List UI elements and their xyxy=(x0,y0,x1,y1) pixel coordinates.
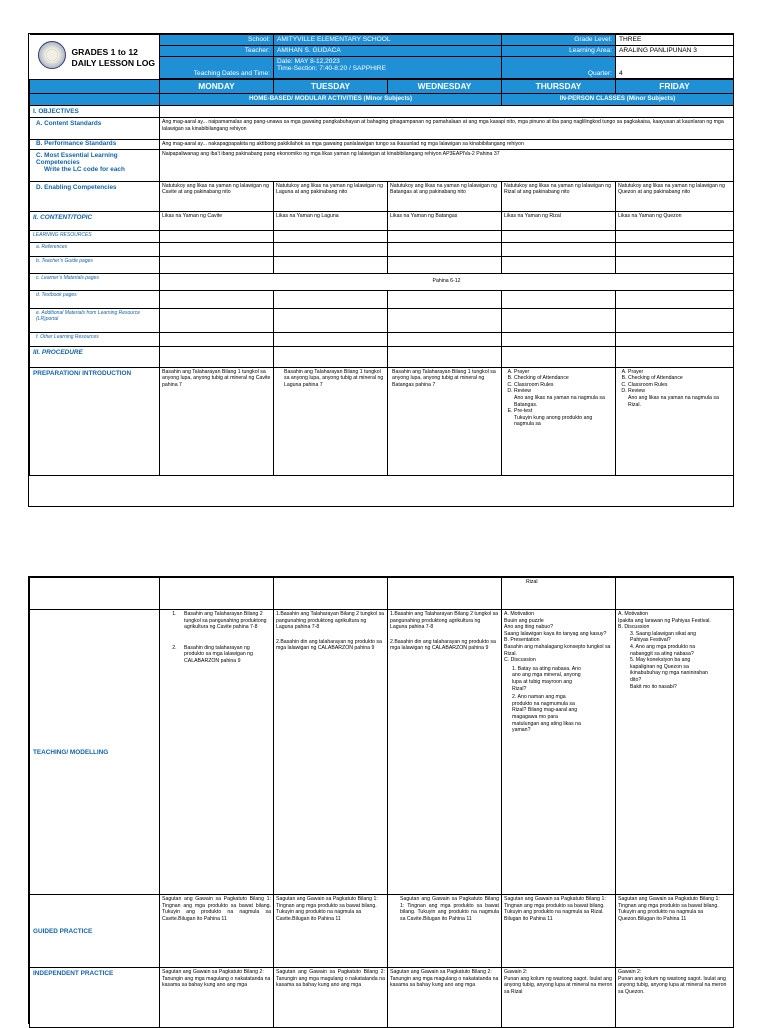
lr-references: a. References xyxy=(30,242,160,256)
melc-text: Naipapaliwanag ang iba’t ibang pakinabang pang ekonomiko ng mga likas yaman ng lalawigan at kinabibilangang rehiyon AP3EAPIVa-2 Pahina 37 xyxy=(160,149,734,181)
lr-textbook: d. Textbook pages xyxy=(30,290,160,308)
day-header-blank xyxy=(30,80,160,94)
list-item: 2. Basahin ding talaharayan ng produkto sa mga lalawigan ng CALABARZON pahina 9 xyxy=(178,645,271,665)
lesson-log-page-1 xyxy=(28,33,734,507)
guided-wednesday: Sagutan ang Gawain sa Pagkatuto Bilang 1: Tingnan ang mga produkto sa bawat bilang. Tukuyin ang produkto na nagmula sa Cavite.Bilugan ito Pahina 11 xyxy=(388,895,502,968)
independent-practice-label: INDEPENDENT PRACTICE xyxy=(30,968,160,1028)
guided-thursday: Sagutan ang Gawain sa Pagkatuto Bilang 1: Tingnan ang mga produkto sa bawat bilang. Tukuyin ang produkto na nagmula sa Rizal. Bilugan ito Pahina 11 xyxy=(502,895,616,968)
lr-learners-materials: c. Learner’s Materials pages xyxy=(30,273,160,290)
topic-monday: Likas na Yaman ng Cavite xyxy=(160,211,274,230)
list-item: C. Classroom Rules xyxy=(514,382,613,389)
list-item: D. Review Ano ang likas na yaman na nagmula sa Rizal. xyxy=(628,388,731,408)
quarter-value: 4 xyxy=(616,57,734,79)
prep-thursday-continued: Rizal xyxy=(502,578,616,610)
grade-label: Grade Level: xyxy=(502,35,616,46)
enabling-friday: Natutukoy ang likas na yaman ng lalawigan ng Quezon at ang pakinabang nito xyxy=(616,181,734,211)
day-tuesday: TUESDAY xyxy=(274,80,388,94)
teach-tuesday-item-2: 2.Basahin din ang talaharayan ng produkto sa mga lalawigan ng CALABARZON pahina 9 xyxy=(276,638,382,652)
teach-tuesday xyxy=(274,610,388,895)
performance-standards-text: Ang mag-aaral ay... nakapagpapakita ng aktibong pakikilahok sa mga gawaing panlalawigan tungo sa ikauunlad ng mga lalawigan sa kinabibilangang rehiyon xyxy=(160,140,734,150)
teach-monday xyxy=(160,610,274,895)
teach-friday-q4: 4. Ano ang mga produkto na nabanggit sa ating nabasa? xyxy=(630,643,696,657)
teacher-value: AMIHAN S. GUDACA xyxy=(274,46,502,57)
list-item: A. Prayer xyxy=(628,369,731,376)
teach-friday-q5: 5. May koneksiyon ba ang kapaligiran ng Quezon sa ikinabubuhay ng mga naninirahan dito? Bakit mo ito nasabi? xyxy=(630,657,708,690)
topic-thursday: Likas na Yaman ng Rizal xyxy=(502,211,616,230)
dates-label: Teaching Dates and Time: xyxy=(160,57,274,79)
lm-pages-value: Pahina 6-12 xyxy=(160,273,734,290)
teach-thursday xyxy=(502,610,616,895)
prep-tuesday: Basahin ang Talaharayan Bilang 1 tungkol sa anyong lupa, anyong tubig at mineral ng Laguna pahina 7 xyxy=(274,367,388,475)
area-label: Learning Area: xyxy=(502,46,616,57)
teach-thursday-q2: 2. Ano naman ang mga produkto na nagmumula sa Rizal? Bilang mag-aaral ang magagawa mo para matulungan ang ating likas na yaman? xyxy=(512,694,581,734)
day-friday: FRIDAY xyxy=(616,80,734,94)
teach-thursday-motivation: A. Motivation Buuin ang puzzle Ano ang iting nabuo? Saang lalawigan kaya ito tanyag ang kasuy? xyxy=(504,611,607,637)
dates-value xyxy=(274,57,502,79)
mode-home-based: HOME-BASED/ MODULAR ACTIVITIES (Minor Subjects) xyxy=(160,94,502,106)
indep-wednesday: Sagutan ang Gawain sa Pagkatuto Bilang 2: Tanungin ang mga magulang o nakatatanda na kasama sa bahay kung ano ang mga xyxy=(388,968,502,1028)
prep-friday-list xyxy=(618,369,731,409)
day-thursday: THURSDAY xyxy=(502,80,616,94)
deped-seal-logo xyxy=(38,41,66,69)
list-item: B. Checking of Attendance xyxy=(514,375,613,382)
enabling-competencies-label: D. Enabling Competencies xyxy=(30,181,160,211)
guided-monday: Sagutan ang Gawain sa Pagkatuto Bilang 1: Tingnan ang mga produkto sa bawat bilang. Tukuyin ang produkto na nagmula sa Cavite.Bilugan ito Pahina 11 xyxy=(160,895,274,968)
guided-practice-label: GUIDED PRACTICE xyxy=(30,895,160,968)
lesson-log-table-2 xyxy=(29,577,734,1028)
learning-resources-label: LEARNING RESOURCES xyxy=(30,230,160,242)
teach-thursday-presentation: B. Presentation Basahin ang mahalagang konsepto tungkol sa Rizal. xyxy=(504,637,611,657)
content-standards-label: A. Content Standards xyxy=(30,118,160,140)
teach-thursday-discussion: C. Discussion xyxy=(504,657,536,664)
prep-friday xyxy=(616,367,734,475)
lr-teachers-guide: b. Teacher’s Guide pages xyxy=(30,256,160,273)
teach-friday xyxy=(616,610,734,895)
prep-monday: Basahin ang Talaharayan Bilang 1 tungkol sa anyong lupa, anyong tubig at mineral ng Cavite pahina 7 xyxy=(160,367,274,475)
list-item: B. Checking of Attendance xyxy=(628,375,731,382)
header-logo-cell xyxy=(30,35,160,80)
topic-friday: Likas na Yaman ng Quezon xyxy=(616,211,734,230)
teach-wednesday-item-1: 1.Basahin ang Talaharayan Bilang 2 tungkol sa pangunahing produktong agrikultura ng Laguna pahina 7-8 xyxy=(390,611,499,631)
melc-sublabel: Write the LC code for each xyxy=(44,165,125,173)
school-value: AMITYVILLE ELEMENTARY SCHOOL xyxy=(274,35,502,46)
time-text: Time-Section: 7:40-8:20 / SAPPHIRE xyxy=(277,65,386,72)
list-item: E. Pre-test Tukuyin kung anong produkto ang nagmula sa xyxy=(514,408,613,428)
preparation-label: PREPARATION/ INTRODUCTION xyxy=(30,367,160,475)
quarter-label: Quarter: xyxy=(502,57,616,79)
content-topic-label: II. CONTENT/TOPIC xyxy=(30,211,160,230)
day-wednesday: WEDNESDAY xyxy=(388,80,502,94)
topic-wednesday: Likas na Yaman ng Batangas xyxy=(388,211,502,230)
performance-standards-label: B. Performance Standards xyxy=(30,140,160,150)
list-item: 1. Basahin ang Talaharayan Bilang 2 tungkol sa pangunahing produktong agrikultura ng Cavite pahina 7-8 xyxy=(178,611,271,631)
teach-tuesday-item-1: 1.Basahin ang Talaharayan Bilang 2 tungkol sa pangunahing produktong agrikultura ng Laguna pahina 7-8 xyxy=(276,611,385,631)
list-item: A. Prayer xyxy=(514,369,613,376)
area-value: ARALING PANLIPUNAN 3 xyxy=(616,46,734,57)
guided-friday: Sagutan ang Gawain sa Pagkatuto Bilang 1: Tingnan ang mga produkto sa bawat bilang. Tukuyin ang produkto na nagmula sa Quezon.Bilugan ito Pahina 11 xyxy=(616,895,734,968)
teacher-label: Teacher: xyxy=(160,46,274,57)
lesson-log-page-2 xyxy=(28,576,734,1024)
teach-friday-motivation: A. Motivation Ipakita ang larawan ng Pahiyas Festival. xyxy=(618,611,711,624)
indep-thursday: Gawain 2: Punan ang kolum ng wastong sagot. Isulat ang anyong tubig, anyong lupa at mineral na meron sa Rizal xyxy=(502,968,616,1028)
day-monday: MONDAY xyxy=(160,80,274,94)
teach-friday-discussion: B. Discussion xyxy=(618,624,650,631)
indep-monday: Sagutan ang Gawain sa Pagkatuto Bilang 2: Tanungin ang mga magulang o nakatatanda na kasama sa bahay kung ano ang mga xyxy=(160,968,274,1028)
enabling-tuesday: Natutukoy ang likas na yaman ng lalawigan ng Laguna at ang pakinabang nito xyxy=(274,181,388,211)
school-label: School: xyxy=(160,35,274,46)
content-standards-text: Ang mag-aaral ay... naipamamalas ang pang-unawa sa mga gawaing pangkabuhayan at bahaging ginagampanan ng pamahalaan at ang mga kasapi nito, mga pinuno at iba pang naglilingkod tungo sa pagkakaisa, kaayusan at kaunlaran ng mga lalawigan sa kinabibilangang rehiyon xyxy=(160,118,734,140)
mode-in-person: IN-PERSON CLASSES (Minor Subjects) xyxy=(502,94,734,106)
prep-wednesday: Basahin ang Talaharayan Bilang 1 tungkol sa anyong lupa, anyong tubig at mineral ng Batangas pahina 7 xyxy=(388,367,502,475)
form-title-line2: DAILY LESSON LOG xyxy=(71,58,156,68)
list-item: C. Classroom Rules xyxy=(628,382,731,389)
list-item: D. Review Ano ang likas na yaman na nagmula sa Batangas. xyxy=(514,388,613,408)
teach-wednesday-item-2: 2.Basahin din ang talaharayan ng produkto sa mga lalawigan ng CALABARZON pahina 9 xyxy=(390,638,496,652)
enabling-thursday: Natutukoy ang likas na yaman ng lalawigan ng Rizal at ang pakinabang nito xyxy=(502,181,616,211)
indep-tuesday: Sagutan ang Gawain sa Pagkatuto Bilang 2: Tanungin ang mga magulang o nakatatanda na kasama sa bahay kung ano ang mga xyxy=(274,968,388,1028)
prep-thursday xyxy=(502,367,616,475)
date-text: Date: MAY 8-12,2023 xyxy=(277,58,340,65)
teach-wednesday xyxy=(388,610,502,895)
lr-additional-materials: e. Additional Materials from Learning Resource (LR)portal xyxy=(30,308,160,332)
melc-label: C. Most Essential Learning Competencies Write the LC code for each xyxy=(30,149,160,181)
lesson-log-table-1 xyxy=(29,34,734,476)
grade-value: THREE xyxy=(616,35,734,46)
teach-friday-q3: 3. Saang lalawigan sikat ang Pahiyas Festival? xyxy=(630,630,697,644)
guided-tuesday: Sagutan ang Gawain sa Pagkatuto Bilang 1: Tingnan ang mga produkto sa bawat bilang. Tukuyin ang produkto na nagmula sa Cavite.Bilugan ito Pahina 11 xyxy=(274,895,388,968)
enabling-monday: Natutukoy ang likas na yaman ng lalawigan ng Cavite at ang pakinabang nito xyxy=(160,181,274,211)
teach-thursday-q1: 1. Batay sa ating nabasa. Ano ano ang mga mineral, anyong lupa at tubig mayroon ang Rizal? xyxy=(512,665,581,692)
lr-other: f. Other Learning Resources xyxy=(30,332,160,346)
teaching-modelling-label: TEACHING/ MODELLING xyxy=(30,610,160,895)
indep-friday: Gawain 2: Punan ang kolum ng wastong sagot. Isulat ang anyong tubig, anyong lupa at mineral na meron sa Quezon. xyxy=(616,968,734,1028)
form-title-line1: GRADES 1 to 12 xyxy=(71,47,138,57)
objectives-label: I. OBJECTIVES xyxy=(30,106,160,118)
enabling-wednesday: Natutukoy ang likas na yaman ng lalawigan ng Batangas at ang pakinabang nito xyxy=(388,181,502,211)
procedure-label: III. PROCEDURE xyxy=(30,346,160,367)
topic-tuesday: Likas na Yaman ng Laguna xyxy=(274,211,388,230)
prep-thursday-list xyxy=(504,369,613,428)
